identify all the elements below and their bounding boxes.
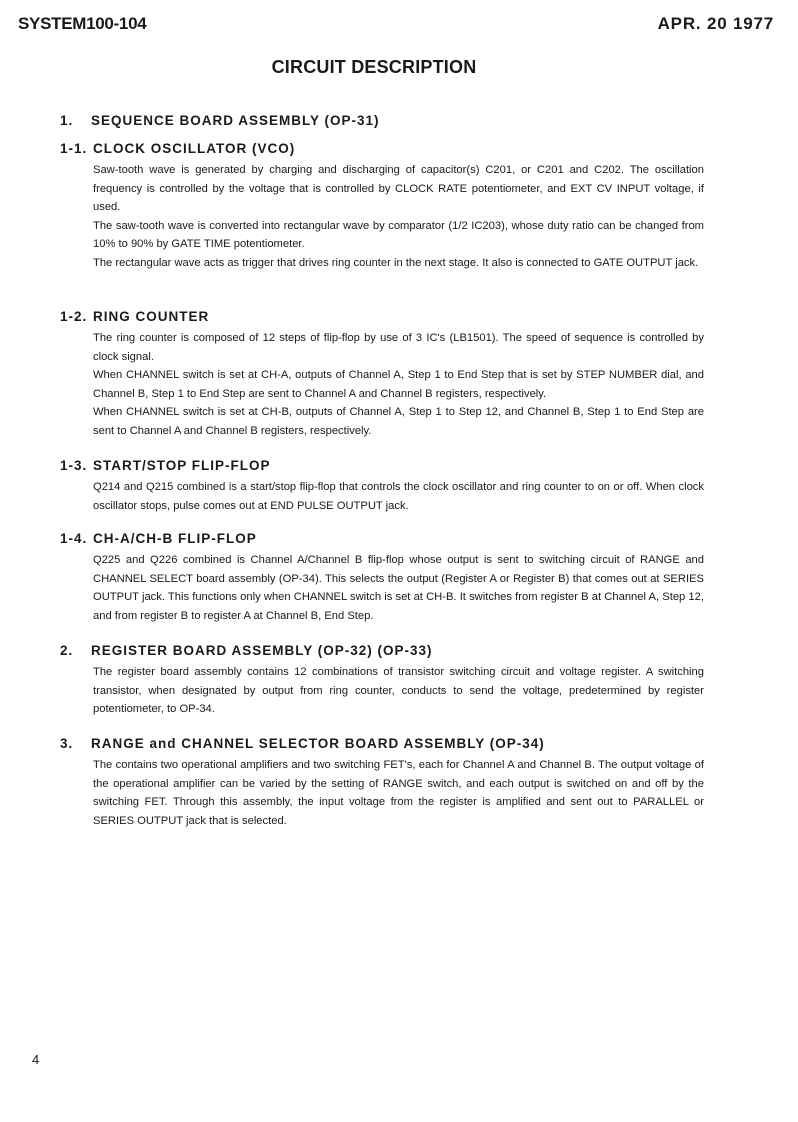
section-body — [93, 551, 704, 625]
section-body — [93, 329, 704, 441]
section-number: 1-2. — [60, 309, 88, 324]
page-title: CIRCUIT DESCRIPTION — [271, 57, 477, 77]
section-body — [93, 161, 704, 273]
section-title: RANGE and CHANNEL SELECTOR BOARD ASSEMBLY (OP-34) — [91, 736, 545, 751]
paragraph: Q214 and Q215 combined is a start/stop flip-flop that controls the clock oscillator and ring counter to on or off. When clock oscillator stops, pulse comes out at END PULSE OUTPUT jack. — [93, 481, 704, 512]
section-number: 1-1. — [60, 141, 88, 156]
paragraph: When CHANNEL switch is set at CH-B, outputs of Channel A, Step 1 to Step 12, and Channel B, Step 1 to End Step are sent to Channel A and Channel B registers, respectively. — [93, 406, 704, 437]
section-heading — [60, 735, 778, 753]
section-heading — [60, 140, 778, 158]
section-register-board — [60, 642, 778, 719]
section-range-channel-selector — [60, 735, 778, 830]
section-ring-counter — [60, 308, 778, 441]
section-number: 2. — [60, 643, 74, 658]
section-heading — [60, 457, 778, 475]
paragraph: Saw-tooth wave is generated by charging and discharging of capacitor(s) C201, or C201 and C202. The oscillation frequency is controlled by the voltage that is controlled by CLOCK RATE potentiometer, and EXT CV INPUT voltage, if used. — [93, 164, 704, 214]
paragraph: When CHANNEL switch is set at CH-A, outputs of Channel A, Step 1 to End Step that is set by STEP NUMBER dial, and Channel B, Step 1 to End Step are sent to Channel A and Channel B registers, respectively. — [93, 369, 704, 400]
page-number: 4 — [32, 1052, 40, 1067]
section-number: 1. — [60, 113, 74, 128]
section-clock-oscillator — [60, 140, 778, 273]
section-title: REGISTER BOARD ASSEMBLY (OP-32) (OP-33) — [91, 643, 433, 658]
section-start-stop-flip-flop — [60, 457, 778, 515]
paragraph: The ring counter is composed of 12 steps of flip-flop by use of 3 IC's (LB1501). The speed of sequence is controlled by clock signal. — [93, 332, 704, 363]
section-heading — [60, 308, 778, 326]
section-body — [93, 478, 704, 515]
section-sequence-board — [60, 112, 778, 130]
paragraph: Q225 and Q226 combined is Channel A/Channel B flip-flop whose output is sent to switching circuit of RANGE and CHANNEL SELECT board assembly (OP-34). This selects the output (Register A or Register B) that comes out at SERIES OUTPUT jack. This functions only when CHANNEL switch is set at CH-B. It switches from register B at Channel A, Step 12, and from register B to register A at Channel B, End Step. — [93, 554, 704, 622]
section-title: START/STOP FLIP-FLOP — [93, 458, 271, 473]
model-number: SYSTEM100-104 — [18, 14, 147, 33]
section-heading — [60, 642, 778, 660]
paragraph: The contains two operational amplifiers and two switching FET's, each for Channel A and Channel B. The output voltage of the operational amplifier can be varied by the setting of RANGE switch, and each output is switched on and off by the switching FET. Through this assembly, the input voltage from the register is amplified and sent out to PARALLEL or SERIES OUTPUT jack that is selected. — [93, 759, 704, 827]
section-title: CH-A/CH-B FLIP-FLOP — [93, 531, 257, 546]
section-heading — [60, 530, 778, 548]
document-date: APR. 20 1977 — [657, 14, 774, 33]
section-heading — [60, 112, 778, 130]
section-title: RING COUNTER — [93, 309, 210, 324]
section-title: CLOCK OSCILLATOR (VCO) — [93, 141, 296, 156]
section-number: 1-3. — [60, 458, 88, 473]
section-ch-a-ch-b-flip-flop — [60, 530, 778, 625]
paragraph: The register board assembly contains 12 combinations of transistor switching circuit and voltage register. A switching transistor, when designated by output from ring counter, conducts to send the voltage, predetermined by register potentiometer, to OP-34. — [93, 666, 704, 716]
section-body — [93, 756, 704, 830]
section-number: 1-4. — [60, 531, 88, 546]
section-title: SEQUENCE BOARD ASSEMBLY (OP-31) — [91, 113, 380, 128]
section-body — [93, 663, 704, 719]
paragraph: The rectangular wave acts as trigger that drives ring counter in the next stage. It also is connected to GATE OUTPUT jack. — [93, 256, 699, 269]
section-number: 3. — [60, 736, 74, 751]
paragraph: The saw-tooth wave is converted into rectangular wave by comparator (1/2 IC203), whose duty ratio can be changed from 10% to 90% by GATE TIME potentiometer. — [93, 219, 704, 251]
